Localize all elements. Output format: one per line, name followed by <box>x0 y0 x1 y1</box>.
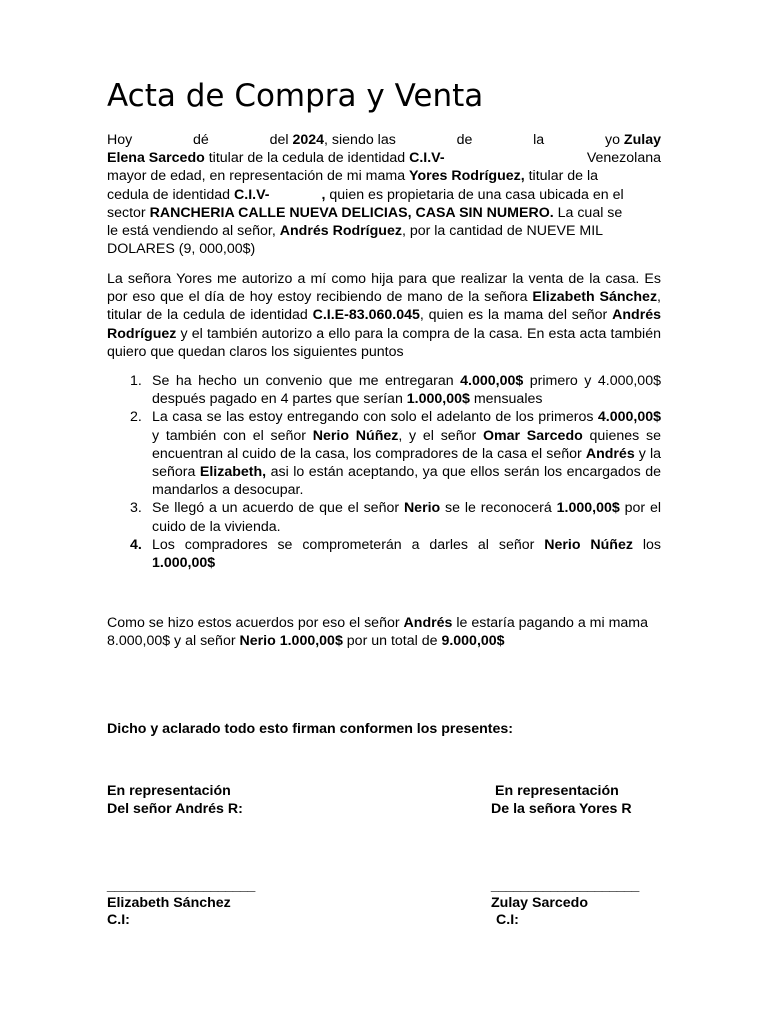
signature-line: ____________________ <box>107 877 255 893</box>
signer-ci: C.I: <box>107 912 130 928</box>
signer-name: Elizabeth Sánchez <box>107 894 231 911</box>
authorization-paragraph: La señora Yores me autorizo a mí como hija para que realizar la venta de la casa. Es por eso que el día de hoy estoy recibiendo de mano de la señora Elizabeth Sánchez, titular de la cedula de identidad C.I.E-83.060.045, quien es la mama del señor Andrés Rodríguez y el también autorizo a ello para la compra de la casa. En esta acta también quiero que quedan claros los siguientes puntos <box>107 271 661 360</box>
signer-name: Zulay Sarcedo <box>491 894 588 911</box>
intro-paragraph <box>107 131 661 258</box>
intro-line-6: le está vendiendo al señor, Andrés Rodríguez, por la cantidad de NUEVE MIL <box>107 223 604 240</box>
agreement-points-list <box>107 372 661 572</box>
right-signature-block <box>491 877 639 930</box>
right-signature-header: En representación De la señora Yores R <box>491 783 632 817</box>
list-item: 1. Se ha hecho un convenio que me entregaran 4.000,00$ primero y 4.000,00$ después pagado en 4 partes que serían 1.000,00$ mensuales <box>130 373 661 408</box>
intro-line-4: cedula de identidad C.I.V- , quien es propietaria de una casa ubicada en el <box>107 186 624 203</box>
intro-line-1: Hoy dé del 2024, siendo las de la yo Zulay <box>107 132 661 148</box>
list-item: 2. La casa se las estoy entregando con solo el adelanto de los primeros 4.000,00$ y también con el señor Nerio Núñez, y el señor Omar Sarcedo quienes se encuentran al cuido de la casa, los compradores de la casa el señor Andrés y la señora Elizabeth, asi lo están aceptando, ya que ellos serán los encargados de mandarlos a desocupar. <box>130 409 661 499</box>
intro-line-2: Elena Sarcedo titular de la cedula de identidad C.I.V- Venezolana <box>107 150 661 167</box>
list-item: 4. Los compradores se comprometerán a darles al señor Nerio Núñez los 1.000,00$ <box>130 536 661 572</box>
payment-summary-paragraph: Como se hizo estos acuerdos por eso el señor Andrés le estaría pagando a mi mama 8.000,00$ y al señor Nerio 1.000,00$ por un total de 9.000,00$ <box>107 615 648 650</box>
left-signature-header: En representación Del señor Andrés R: <box>107 783 243 817</box>
list-item: 3. Se llegó a un acuerdo de que el señor Nerio se le reconocerá 1.000,00$ por el cuido de la vivienda. <box>130 500 662 535</box>
intro-line-7: DOLARES (9, 000,00$) <box>107 241 256 258</box>
left-signature-block <box>107 877 255 930</box>
intro-line-3: mayor de edad, en representación de mi mama Yores Rodríguez, titular de la <box>107 168 599 185</box>
signature-line: ____________________ <box>491 877 639 893</box>
document-title: Acta de Compra y Venta <box>107 78 484 114</box>
signer-ci: C.I: <box>496 912 519 928</box>
closing-statement: Dicho y aclarado todo esto firman conformen los presentes: <box>107 721 514 737</box>
intro-line-5: sector RANCHERIA CALLE NUEVA DELICIAS, CASA SIN NUMERO. La cual se <box>107 204 623 221</box>
